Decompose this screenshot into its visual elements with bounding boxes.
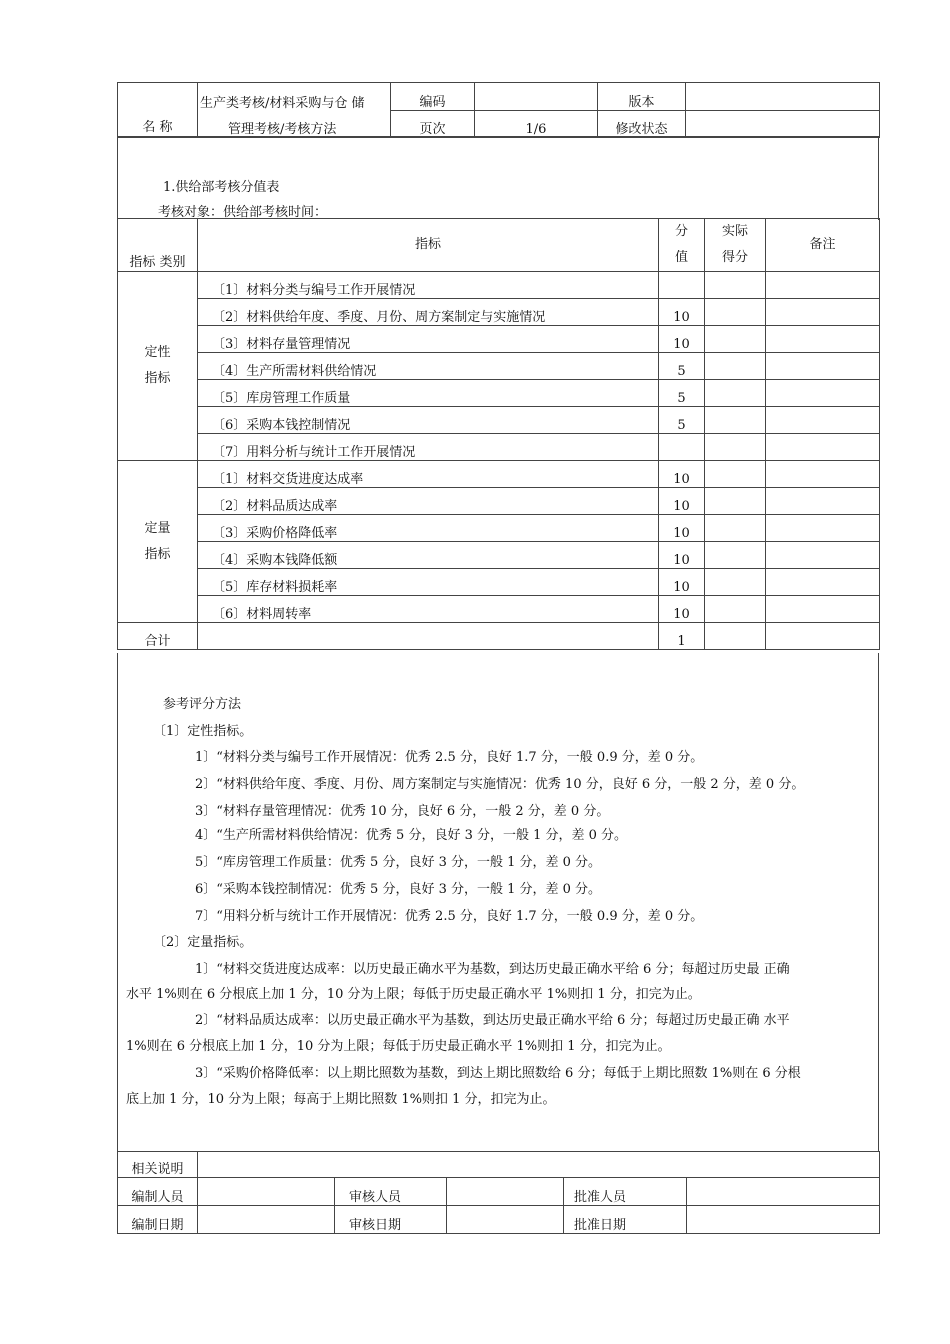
doc-title-line2: 管理考核/考核方法 [198, 111, 391, 138]
actual-score-cell[interactable] [705, 326, 766, 353]
quantitative-item-line2: 底上加 1 分，10 分为上限；每高于上期比照数 1%则扣 1 分，扣完为止。 [126, 1092, 556, 1107]
note-cell[interactable] [766, 569, 880, 596]
table-row [118, 569, 880, 596]
note-cell[interactable] [766, 542, 880, 569]
qualitative-heading: 〔1〕定性指标。 [153, 724, 253, 739]
score-value: 10 [659, 542, 705, 569]
table-row [118, 353, 880, 380]
col-indicator-header: 指标 [198, 219, 659, 272]
actual-score-cell[interactable] [705, 299, 766, 326]
note-cell[interactable] [766, 380, 880, 407]
section-heading: 1.供给部考核分值表 [163, 180, 280, 195]
indicator-label: 〔1〕材料分类与编号工作开展情况 [198, 272, 659, 299]
indicator-label: 〔3〕采购价格降低率 [198, 515, 659, 542]
score-value: 10 [659, 299, 705, 326]
table-row [118, 461, 880, 488]
note-cell[interactable] [766, 299, 880, 326]
version-label: 版本 [598, 83, 686, 111]
indicator-label: 〔2〕材料品质达成率 [198, 488, 659, 515]
approver-label: 批准人员 [564, 1178, 687, 1206]
quantitative-item-line1: 2〕“材料品质达成率：以历史最正确水平为基数，到达历史最正确水平给 6 分；每超过历史最正确 水平 [195, 1013, 790, 1028]
note-cell[interactable] [766, 272, 880, 299]
col-category-header: 指标 类别 [118, 219, 198, 272]
table-row [118, 542, 880, 569]
group-qualitative-name-2: 指标 [144, 371, 171, 386]
reviewer-label: 审核人员 [335, 1178, 447, 1206]
approve-date-value[interactable] [687, 1206, 880, 1234]
indicator-label: 〔5〕库房管理工作质量 [198, 380, 659, 407]
note-cell[interactable] [766, 488, 880, 515]
doc-title-line1: 生产类考核/材料采购与仓 储 [198, 83, 391, 111]
score-value: 5 [659, 407, 705, 434]
score-value: 10 [659, 488, 705, 515]
score-value: 10 [659, 569, 705, 596]
qualitative-item: 1〕“材料分类与编号工作开展情况：优秀 2.5 分，良好 1.7 分，一般 0.9 分，差 0 分。 [195, 750, 704, 765]
indicator-label: 〔5〕库存材料损耗率 [198, 569, 659, 596]
note-cell[interactable] [766, 353, 880, 380]
table-row [118, 380, 880, 407]
qualitative-item: 5〕“库房管理工作质量：优秀 5 分，良好 3 分，一般 1 分，差 0 分。 [195, 855, 602, 870]
note-cell[interactable] [766, 596, 880, 623]
quantitative-heading: 〔2〕定量指标。 [153, 935, 253, 950]
compiler-label: 编制人员 [118, 1178, 198, 1206]
table-row [118, 326, 880, 353]
table-row [118, 515, 880, 542]
actual-score-cell[interactable] [705, 569, 766, 596]
col-actual-header-1: 实际 [721, 224, 748, 239]
score-value [659, 272, 705, 299]
section-intro-box [117, 136, 879, 220]
score-value: 10 [659, 326, 705, 353]
related-notes-label: 相关说明 [118, 1152, 198, 1178]
quantitative-item-line2: 1%则在 6 分根底上加 1 分，10 分为上限；每低于历史最正确水平 1%则扣 1 分，扣完为止。 [126, 1039, 671, 1054]
subject-line: 考核对象：供给部考核时间： [158, 205, 328, 220]
actual-score-cell[interactable] [705, 434, 766, 461]
approve-date-label: 批准日期 [564, 1206, 687, 1234]
col-actual-header [705, 219, 766, 272]
actual-score-cell[interactable] [705, 596, 766, 623]
code-label: 编码 [391, 83, 475, 111]
actual-score-cell[interactable] [705, 353, 766, 380]
name-label: 名 称 [118, 83, 198, 138]
col-note-header: 备注 [766, 219, 880, 272]
score-value [659, 434, 705, 461]
col-score-header [659, 219, 705, 272]
total-actual-cell[interactable] [705, 623, 766, 650]
table-row [118, 272, 880, 299]
table-row [118, 434, 880, 461]
note-cell[interactable] [766, 326, 880, 353]
score-value: 10 [659, 461, 705, 488]
quantitative-item-line1: 1〕“材料交货进度达成率：以历史最正确水平为基数，到达历史最正确水平给 6 分；每超过历史最 正确 [195, 962, 790, 977]
indicator-label: 〔6〕材料周转率 [198, 596, 659, 623]
footer-table [117, 1151, 880, 1234]
score-value: 10 [659, 515, 705, 542]
col-score-header-1: 分 [674, 224, 688, 239]
actual-score-cell[interactable] [705, 380, 766, 407]
indicator-label: 〔2〕材料供给年度、季度、月份、周方案制定与实施情况 [198, 299, 659, 326]
review-date-value[interactable] [447, 1206, 564, 1234]
total-value: 1 [659, 623, 705, 650]
score-value: 5 [659, 380, 705, 407]
qualitative-item: 4〕“生产所需材料供给情况：优秀 5 分，良好 3 分，一般 1 分，差 0 分。 [195, 828, 628, 843]
group-quantitative-name-2: 指标 [144, 546, 171, 562]
compile-date-value[interactable] [198, 1206, 335, 1234]
revision-label: 修改状态 [598, 111, 686, 138]
group-qualitative [118, 272, 198, 461]
group-quantitative [118, 461, 198, 623]
indicator-label: 〔7〕用料分析与统计工作开展情况 [198, 434, 659, 461]
score-value: 10 [659, 596, 705, 623]
quantitative-item-line1: 3〕“采购价格降低率：以上期比照数为基数，到达上期比照数给 6 分；每低于上期比照数 1%则在 6 分根 [195, 1066, 801, 1081]
qualitative-item: 7〕“用料分析与统计工作开展情况：优秀 2.5 分，良好 1.7 分，一般 0.9 分，差 0 分。 [195, 909, 704, 924]
review-date-label: 审核日期 [335, 1206, 447, 1234]
table-row [118, 488, 880, 515]
note-cell[interactable] [766, 407, 880, 434]
document-page [117, 82, 879, 1232]
note-cell[interactable] [766, 515, 880, 542]
actual-score-cell[interactable] [705, 542, 766, 569]
actual-score-cell[interactable] [705, 461, 766, 488]
page-value: 1/6 [475, 111, 598, 138]
score-value: 5 [659, 353, 705, 380]
total-label: 合计 [118, 623, 198, 650]
table-row [118, 299, 880, 326]
actual-score-cell[interactable] [705, 515, 766, 542]
compile-date-label: 编制日期 [118, 1206, 198, 1234]
indicator-label: 〔1〕材料交货进度达成率 [198, 461, 659, 488]
quantitative-item-line2: 水平 1%则在 6 分根底上加 1 分，10 分为上限；每低于历史最正确水平 1%则扣 1 分，扣完为止。 [126, 987, 701, 1002]
note-cell[interactable] [766, 434, 880, 461]
revision-value [686, 111, 880, 138]
qualitative-item: 6〕“采购本钱控制情况：优秀 5 分，良好 3 分，一般 1 分，差 0 分。 [195, 882, 602, 897]
total-indicator-cell [198, 623, 659, 650]
col-score-header-2: 值 [674, 250, 688, 265]
table-row [118, 596, 880, 623]
indicator-label: 〔4〕生产所需材料供给情况 [198, 353, 659, 380]
code-value [475, 83, 598, 111]
approver-value[interactable] [687, 1178, 880, 1206]
qualitative-item: 2〕“材料供给年度、季度、月份、周方案制定与实施情况：优秀 10 分，良好 6 分，一般 2 分，差 0 分。 [195, 777, 805, 792]
scoring-method-box [117, 653, 879, 1151]
actual-score-cell[interactable] [705, 272, 766, 299]
method-title: 参考评分方法 [163, 697, 242, 712]
actual-score-cell[interactable] [705, 488, 766, 515]
indicator-label: 〔3〕材料存量管理情况 [198, 326, 659, 353]
group-qualitative-name-1: 定性 [144, 345, 171, 360]
col-actual-header-2: 得分 [721, 250, 748, 265]
page-label: 页次 [391, 111, 475, 138]
total-row [118, 623, 880, 650]
actual-score-cell[interactable] [705, 407, 766, 434]
group-quantitative-name-1: 定量 [144, 520, 171, 536]
total-note-cell[interactable] [766, 623, 880, 650]
related-notes-value[interactable] [198, 1152, 880, 1178]
indicator-label: 〔6〕采购本钱控制情况 [198, 407, 659, 434]
version-value [686, 83, 880, 111]
score-table [117, 218, 880, 650]
reviewer-value[interactable] [447, 1178, 564, 1206]
note-cell[interactable] [766, 461, 880, 488]
table-row [118, 407, 880, 434]
indicator-label: 〔4〕采购本钱降低额 [198, 542, 659, 569]
compiler-value[interactable] [198, 1178, 335, 1206]
qualitative-item: 3〕“材料存量管理情况：优秀 10 分，良好 6 分，一般 2 分，差 0 分。 [195, 804, 610, 819]
header-table [117, 82, 880, 138]
